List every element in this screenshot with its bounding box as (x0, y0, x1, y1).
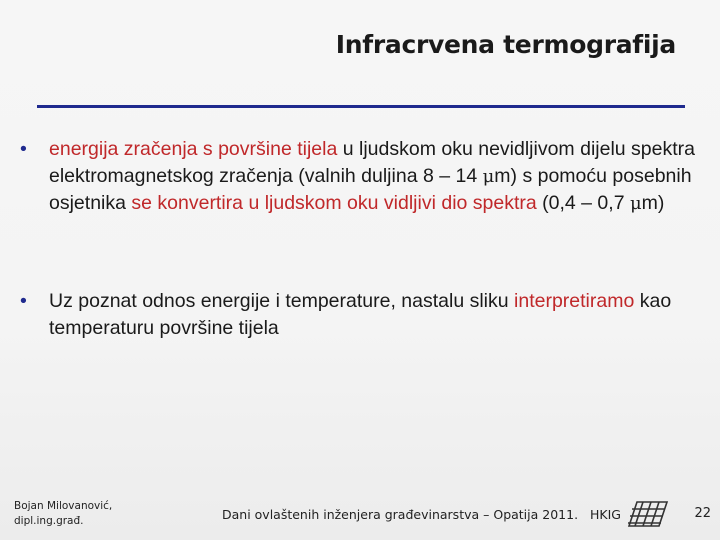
slide-title: Infracrvena termografija (335, 30, 676, 59)
org-abbrev: HKIG (589, 507, 621, 522)
footer-author (14, 499, 112, 529)
highlight-text: interpretiramo (514, 290, 635, 312)
body-text: (0,4 – 0,7 (536, 192, 630, 214)
body-text: m) s pomoću posebnih osjetnika (49, 164, 692, 214)
highlight-text: se konvertira u ljudskom oku vidljivi dio spektra (131, 192, 537, 214)
bullet-text-1 (49, 136, 700, 218)
author-title: dipl.ing.građ. (14, 515, 84, 527)
body-text: u ljudskom oku nevidljivom dijelu spektra elektromagnetskog zračenja (valnih duljina 8 – 14 (49, 138, 695, 187)
mu-symbol: μ (482, 165, 495, 187)
footer-event (222, 507, 621, 522)
bullet-marker: • (20, 138, 27, 160)
event-name: Dani ovlaštenih inženjera građevinarstva – Opatija 2011. (222, 507, 579, 522)
hkig-logo-icon (625, 496, 671, 532)
bullet-item-1 (20, 136, 700, 218)
body-text: kao temperaturu površine tijela (49, 290, 672, 339)
bullet-marker: • (20, 290, 27, 312)
highlight-text: energija zračenja s površine tijela (49, 138, 338, 160)
bullet-item-2 (20, 288, 700, 341)
author-name: Bojan Milovanović, (14, 500, 113, 512)
bullet-text-2 (49, 288, 700, 341)
body-text: m) (641, 192, 665, 214)
title-underline (37, 105, 685, 108)
page-number: 22 (694, 506, 711, 521)
mu-symbol: μ (629, 193, 642, 214)
body-text: Uz poznat odnos energije i temperature, nastalu sliku (49, 290, 515, 312)
